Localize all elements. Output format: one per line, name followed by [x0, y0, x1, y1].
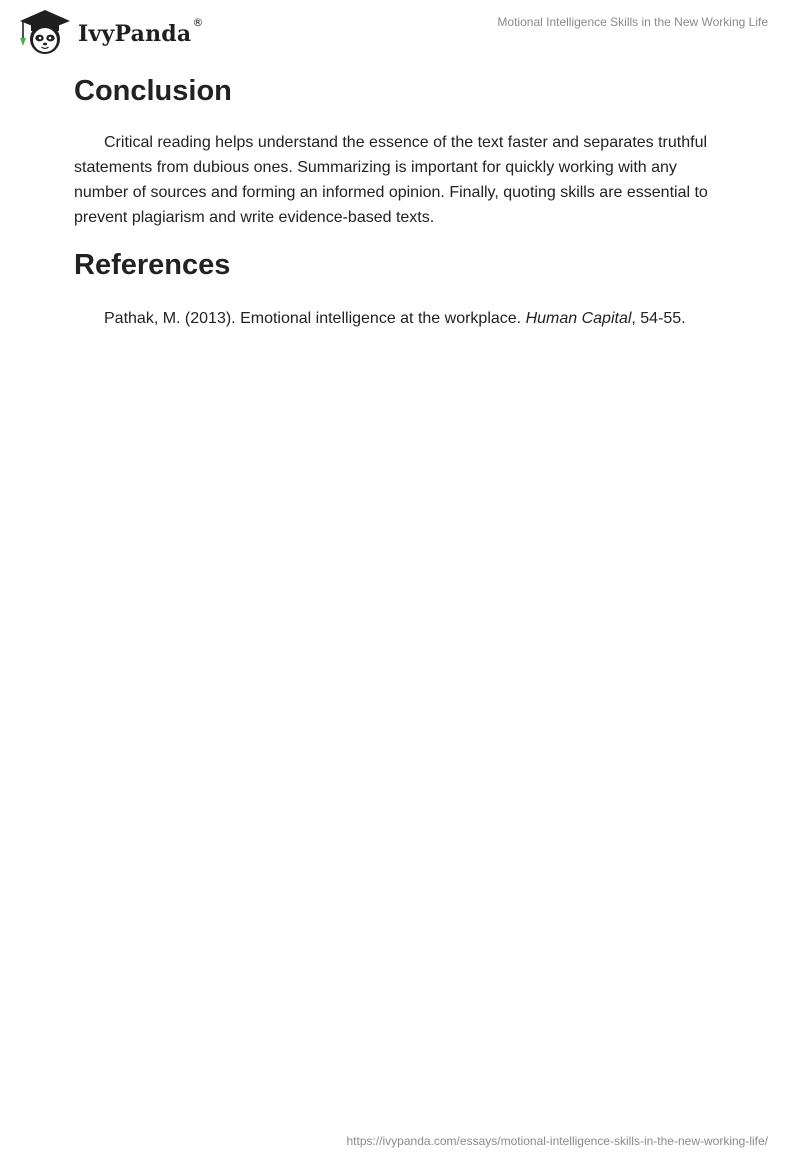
- reference-item: [74, 306, 724, 331]
- registered-mark: ®: [192, 15, 204, 29]
- document-title: Motional Intelligence Skills in the New Working Life: [497, 15, 768, 29]
- brand-name: IvyPanda: [78, 21, 192, 47]
- source-url[interactable]: https://ivypanda.com/essays/motional-intelligence-skills-in-the-new-working-life/: [346, 1134, 768, 1148]
- reference-journal: Human Capital: [525, 310, 632, 327]
- conclusion-heading: Conclusion: [74, 75, 232, 107]
- essay-content: [74, 70, 724, 331]
- panda-graduate-icon: [16, 8, 74, 56]
- page-header: [0, 0, 800, 60]
- references-heading: References: [74, 249, 231, 281]
- reference-pages: , 54-55.: [631, 310, 686, 327]
- reference-text: Pathak, M. (2013). Emotional intelligence at the workplace.: [104, 310, 526, 327]
- conclusion-paragraph: Critical reading helps understand the essence of the text faster and separates truthful statements from dubious ones. Summarizing is important for quickly working with any number of sources and forming an informed opinion. Finally, quoting skills are essential to prevent plagiarism and write evidence-based texts.: [74, 134, 708, 226]
- brand-logo[interactable]: [16, 8, 203, 56]
